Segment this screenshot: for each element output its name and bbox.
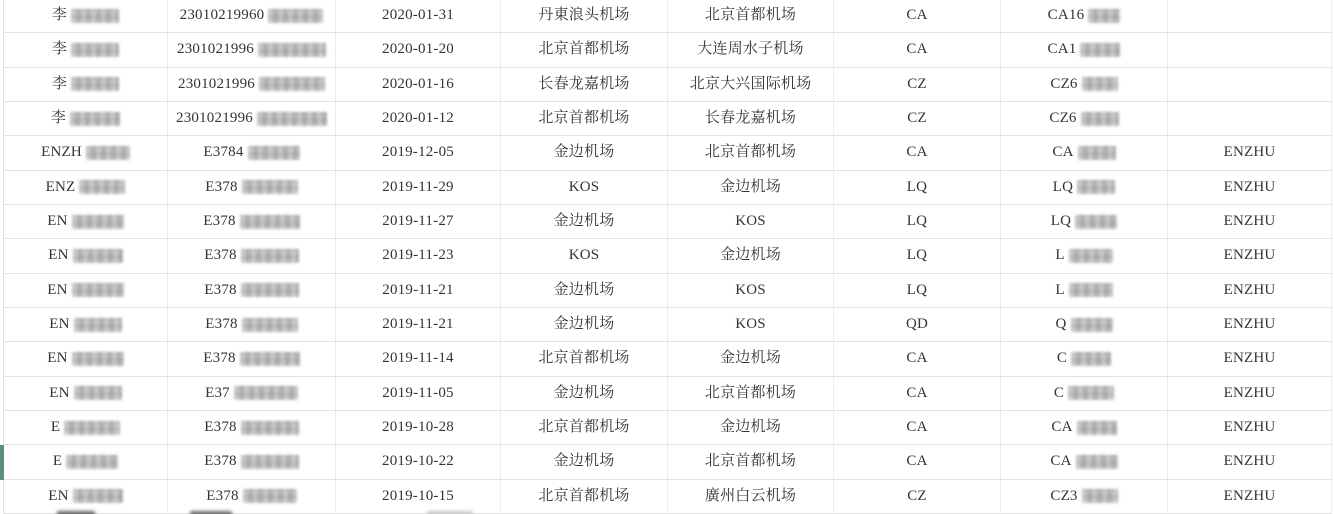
cell-departure-airport[interactable] bbox=[501, 308, 668, 342]
departure-airport-text: 北京首都机场 bbox=[538, 487, 630, 504]
cell-airline-code[interactable] bbox=[834, 205, 1001, 239]
airline-code-text: CA bbox=[906, 7, 928, 24]
arrival-airport-text: 北京首都机场 bbox=[704, 384, 797, 401]
airline-code-text: LQ bbox=[906, 178, 928, 195]
cell-passenger-name-en[interactable] bbox=[1168, 0, 1332, 33]
cell-airline-code[interactable] bbox=[834, 68, 1001, 102]
passenger-name-text: 李 bbox=[51, 41, 68, 58]
selected-row-indicator bbox=[0, 445, 4, 479]
departure-airport-text: KOS bbox=[568, 178, 600, 195]
flight-number-text: Q bbox=[1055, 316, 1067, 333]
redacted-blur bbox=[1082, 489, 1118, 503]
cell-departure-airport[interactable] bbox=[501, 171, 668, 205]
cell-airline-code[interactable] bbox=[834, 445, 1001, 479]
passenger-name-en-text: ENZHU bbox=[1223, 213, 1276, 230]
flight-date-text: 2019-11-05 bbox=[382, 384, 454, 401]
cell-departure-airport[interactable] bbox=[501, 377, 668, 411]
cell-passenger-name-en[interactable] bbox=[1168, 205, 1332, 239]
redacted-blur bbox=[74, 318, 122, 332]
passenger-name-en-text: ENZHU bbox=[1223, 316, 1276, 333]
cell-flight-date[interactable] bbox=[336, 377, 501, 411]
redacted-blur bbox=[1077, 421, 1117, 435]
document-number-text: E378 bbox=[204, 419, 237, 436]
cell-departure-airport[interactable] bbox=[501, 102, 668, 136]
passenger-name-text: 李 bbox=[51, 7, 68, 24]
cell-departure-airport[interactable] bbox=[501, 0, 668, 33]
redacted-blur bbox=[70, 112, 120, 126]
flight-date-text: 2020-01-16 bbox=[382, 75, 454, 92]
cell-document-number[interactable] bbox=[168, 411, 336, 445]
departure-airport-text: 北京首都机场 bbox=[538, 350, 630, 367]
passenger-name-en-text: ENZHU bbox=[1223, 178, 1276, 195]
cell-passenger-name[interactable] bbox=[4, 68, 168, 102]
cell-airline-code[interactable] bbox=[834, 0, 1001, 33]
cell-passenger-name-en[interactable] bbox=[1168, 377, 1332, 411]
departure-airport-text: KOS bbox=[568, 247, 600, 264]
cell-departure-airport[interactable] bbox=[501, 445, 668, 479]
redacted-blur bbox=[1081, 112, 1119, 126]
airline-code-text: LQ bbox=[906, 213, 928, 230]
cell-document-number[interactable] bbox=[168, 445, 336, 479]
redacted-blur bbox=[1082, 77, 1118, 91]
cell-passenger-name-en[interactable] bbox=[1168, 480, 1332, 514]
cell-flight-date[interactable] bbox=[336, 33, 501, 67]
passenger-name-en-text: ENZHU bbox=[1223, 453, 1276, 470]
passenger-name-text: 李 bbox=[50, 110, 67, 127]
departure-airport-text: 长春龙嘉机场 bbox=[538, 75, 630, 92]
cell-document-number[interactable] bbox=[168, 308, 336, 342]
flight-number-text: CZ3 bbox=[1050, 487, 1078, 504]
passenger-name-text: EN bbox=[47, 213, 68, 230]
redacted-blur bbox=[1069, 283, 1113, 297]
cell-passenger-name[interactable] bbox=[4, 445, 168, 479]
flight-date-text: 2020-01-31 bbox=[382, 7, 454, 24]
redacted-blur bbox=[72, 215, 124, 229]
passenger-name-en-text: ENZHU bbox=[1223, 419, 1276, 436]
cell-document-number[interactable] bbox=[168, 171, 336, 205]
document-number-text: E378 bbox=[205, 316, 238, 333]
departure-airport-text: 金边机场 bbox=[553, 281, 615, 298]
redacted-blur bbox=[1088, 9, 1120, 23]
arrival-airport-text: 金边机场 bbox=[720, 419, 781, 436]
redacted-blur bbox=[240, 352, 300, 366]
redacted-blur bbox=[71, 77, 119, 91]
redacted-blur bbox=[73, 489, 123, 503]
cell-passenger-name-en[interactable] bbox=[1168, 136, 1332, 170]
cell-document-number[interactable] bbox=[168, 0, 336, 33]
airline-code-text: CA bbox=[906, 384, 928, 401]
redacted-blur bbox=[1068, 386, 1114, 400]
flight-date-text: 2019-10-15 bbox=[382, 487, 454, 504]
arrival-airport-text: KOS bbox=[735, 316, 766, 333]
cell-flight-date[interactable] bbox=[336, 342, 501, 376]
cell-flight-date[interactable] bbox=[336, 239, 501, 273]
flight-date-text: 2019-11-23 bbox=[382, 247, 454, 264]
passenger-name-en-text: ENZHU bbox=[1223, 281, 1276, 298]
cell-flight-number[interactable] bbox=[1001, 445, 1168, 479]
airline-code-text: LQ bbox=[906, 247, 928, 264]
cell-departure-airport[interactable] bbox=[501, 205, 668, 239]
cell-flight-number[interactable] bbox=[1001, 0, 1168, 33]
cell-flight-number[interactable] bbox=[1001, 377, 1168, 411]
cell-passenger-name-en[interactable] bbox=[1168, 68, 1332, 102]
flight-number-text: L bbox=[1055, 247, 1065, 264]
cell-flight-number[interactable] bbox=[1001, 171, 1168, 205]
cell-passenger-name[interactable] bbox=[4, 274, 168, 308]
document-number-text: E378 bbox=[204, 247, 237, 264]
cell-airline-code[interactable] bbox=[834, 342, 1001, 376]
cell-document-number[interactable] bbox=[168, 102, 336, 136]
redacted-blur bbox=[248, 146, 300, 160]
cell-passenger-name[interactable] bbox=[4, 480, 168, 514]
flight-date-text: 2019-11-29 bbox=[382, 178, 454, 195]
cell-arrival-airport[interactable] bbox=[668, 205, 834, 239]
airline-code-text: CZ bbox=[907, 75, 927, 92]
cell-document-number[interactable] bbox=[168, 480, 336, 514]
redacted-blur bbox=[257, 112, 327, 126]
passenger-name-text: EN bbox=[47, 281, 68, 298]
cell-flight-date[interactable] bbox=[336, 445, 501, 479]
cell-passenger-name-en[interactable] bbox=[1168, 171, 1332, 205]
cell-passenger-name-en[interactable] bbox=[1168, 33, 1332, 67]
airline-code-text: CA bbox=[906, 144, 928, 161]
cell-passenger-name-en[interactable] bbox=[1168, 239, 1332, 273]
document-number-text: 2301021996 bbox=[176, 110, 253, 127]
redacted-blur bbox=[241, 455, 299, 469]
cell-arrival-airport[interactable] bbox=[668, 274, 834, 308]
cell-arrival-airport[interactable] bbox=[668, 68, 834, 102]
redacted-blur bbox=[241, 283, 299, 297]
redacted-blur bbox=[1075, 215, 1117, 229]
document-number-text: E378 bbox=[205, 178, 238, 195]
flight-date-text: 2019-11-21 bbox=[382, 281, 454, 298]
arrival-airport-text: 北京大兴国际机场 bbox=[689, 75, 812, 92]
cell-document-number[interactable] bbox=[168, 239, 336, 273]
cell-flight-number[interactable] bbox=[1001, 308, 1168, 342]
passenger-name-text: ENZ bbox=[45, 178, 76, 195]
cell-flight-number[interactable] bbox=[1001, 411, 1168, 445]
cell-airline-code[interactable] bbox=[834, 308, 1001, 342]
redacted-blur bbox=[79, 180, 125, 194]
airline-code-text: CA bbox=[906, 350, 928, 367]
flight-number-text: CA bbox=[1052, 144, 1074, 161]
cell-passenger-name-en[interactable] bbox=[1168, 308, 1332, 342]
passenger-name-text: EN bbox=[48, 487, 69, 504]
cell-document-number[interactable] bbox=[168, 136, 336, 170]
arrival-airport-text: 北京首都机场 bbox=[704, 144, 797, 161]
airline-code-text: QD bbox=[905, 316, 929, 333]
cell-passenger-name-en[interactable] bbox=[1168, 102, 1332, 136]
cell-airline-code[interactable] bbox=[834, 102, 1001, 136]
cell-departure-airport[interactable] bbox=[501, 480, 668, 514]
table-body bbox=[3, 0, 1332, 514]
redacted-blur bbox=[242, 318, 298, 332]
document-number-text: E378 bbox=[204, 281, 237, 298]
cell-flight-date[interactable] bbox=[336, 411, 501, 445]
redacted-blur bbox=[72, 283, 124, 297]
cell-airline-code[interactable] bbox=[834, 136, 1001, 170]
redacted-blur bbox=[74, 386, 122, 400]
document-number-text: E378 bbox=[203, 350, 236, 367]
redacted-blur bbox=[64, 421, 120, 435]
cell-flight-number[interactable] bbox=[1001, 342, 1168, 376]
flight-number-text: CZ6 bbox=[1049, 110, 1077, 127]
cell-passenger-name-en[interactable] bbox=[1168, 342, 1332, 376]
departure-airport-text: 金边机场 bbox=[553, 453, 615, 470]
flight-date-text: 2019-10-28 bbox=[382, 419, 454, 436]
cell-departure-airport[interactable] bbox=[501, 68, 668, 102]
cell-document-number[interactable] bbox=[168, 205, 336, 239]
cell-arrival-airport[interactable] bbox=[668, 33, 834, 67]
cell-arrival-airport[interactable] bbox=[668, 411, 834, 445]
flight-number-text: CA1 bbox=[1047, 41, 1077, 58]
cell-passenger-name[interactable] bbox=[4, 411, 168, 445]
arrival-airport-text: KOS bbox=[735, 281, 766, 298]
flight-date-text: 2019-12-05 bbox=[382, 144, 454, 161]
document-number-text: 23010219960 bbox=[179, 7, 265, 24]
cell-arrival-airport[interactable] bbox=[668, 171, 834, 205]
departure-airport-text: 金边机场 bbox=[553, 316, 615, 333]
passenger-name-text: EN bbox=[49, 384, 70, 401]
cell-passenger-name-en[interactable] bbox=[1168, 274, 1332, 308]
departure-airport-text: 丹東浪头机场 bbox=[538, 7, 630, 24]
departure-airport-text: 金边机场 bbox=[553, 384, 615, 401]
arrival-airport-text: 北京首都机场 bbox=[704, 7, 797, 24]
cell-flight-date[interactable] bbox=[336, 480, 501, 514]
document-number-text: 2301021996 bbox=[178, 75, 255, 92]
passenger-name-en-text: ENZHU bbox=[1223, 350, 1276, 367]
arrival-airport-text: 金边机场 bbox=[720, 350, 781, 367]
redacted-blur bbox=[1076, 455, 1118, 469]
passenger-name-text: EN bbox=[48, 247, 69, 264]
cell-document-number[interactable] bbox=[168, 274, 336, 308]
redacted-blur bbox=[71, 9, 119, 23]
redacted-blur bbox=[242, 180, 298, 194]
cell-arrival-airport[interactable] bbox=[668, 0, 834, 33]
cell-airline-code[interactable] bbox=[834, 171, 1001, 205]
cell-flight-date[interactable] bbox=[336, 102, 501, 136]
cell-passenger-name[interactable] bbox=[4, 171, 168, 205]
redacted-blur bbox=[234, 386, 298, 400]
passenger-name-en-text: ENZHU bbox=[1223, 487, 1276, 504]
redacted-blur bbox=[72, 352, 124, 366]
flight-number-text: CZ6 bbox=[1050, 75, 1078, 92]
cell-departure-airport[interactable] bbox=[501, 342, 668, 376]
cell-flight-date[interactable] bbox=[336, 136, 501, 170]
arrival-airport-text: 大连周水子机场 bbox=[697, 41, 804, 58]
passenger-name-en-text: ENZHU bbox=[1223, 247, 1276, 264]
flight-number-text: LQ bbox=[1050, 213, 1072, 230]
cell-flight-number[interactable] bbox=[1001, 205, 1168, 239]
flight-number-text: LQ bbox=[1052, 178, 1074, 195]
airline-code-text: CA bbox=[906, 41, 928, 58]
redacted-blur bbox=[86, 146, 130, 160]
redacted-blur bbox=[241, 421, 299, 435]
cell-flight-number[interactable] bbox=[1001, 136, 1168, 170]
document-number-text: 2301021996 bbox=[177, 41, 254, 58]
flight-date-text: 2019-11-21 bbox=[382, 316, 454, 333]
redacted-blur bbox=[259, 77, 325, 91]
arrival-airport-text: 长春龙嘉机场 bbox=[704, 110, 797, 127]
redacted-blur bbox=[268, 9, 323, 23]
passenger-name-text: E bbox=[52, 453, 63, 470]
redacted-blur bbox=[240, 215, 300, 229]
cell-arrival-airport[interactable] bbox=[668, 239, 834, 273]
cell-passenger-name[interactable] bbox=[4, 342, 168, 376]
cell-flight-date[interactable] bbox=[336, 0, 501, 33]
cell-document-number[interactable] bbox=[168, 33, 336, 67]
redacted-blur bbox=[1069, 249, 1113, 263]
cell-flight-number[interactable] bbox=[1001, 33, 1168, 67]
cell-airline-code[interactable] bbox=[834, 411, 1001, 445]
redacted-blur bbox=[66, 455, 118, 469]
departure-airport-text: 金边机场 bbox=[553, 213, 615, 230]
flight-number-text: C bbox=[1053, 384, 1065, 401]
cell-departure-airport[interactable] bbox=[501, 274, 668, 308]
redacted-blur bbox=[243, 489, 297, 503]
cell-arrival-airport[interactable] bbox=[668, 445, 834, 479]
flight-number-text: CA bbox=[1050, 453, 1072, 470]
cell-flight-number[interactable] bbox=[1001, 274, 1168, 308]
document-number-text: E3784 bbox=[203, 144, 244, 161]
cell-flight-number[interactable] bbox=[1001, 68, 1168, 102]
cell-passenger-name[interactable] bbox=[4, 308, 168, 342]
cell-passenger-name[interactable] bbox=[4, 33, 168, 67]
flight-date-text: 2020-01-20 bbox=[382, 41, 454, 58]
departure-airport-text: 金边机场 bbox=[553, 144, 615, 161]
cell-airline-code[interactable] bbox=[834, 33, 1001, 67]
cell-passenger-name-en[interactable] bbox=[1168, 445, 1332, 479]
cell-document-number[interactable] bbox=[168, 377, 336, 411]
cell-flight-number[interactable] bbox=[1001, 102, 1168, 136]
cell-passenger-name[interactable] bbox=[4, 205, 168, 239]
passenger-name-text: 李 bbox=[51, 75, 68, 92]
flight-number-text: C bbox=[1056, 350, 1068, 367]
document-number-text: E378 bbox=[206, 487, 239, 504]
cell-flight-date[interactable] bbox=[336, 68, 501, 102]
document-number-text: E378 bbox=[204, 453, 237, 470]
departure-airport-text: 北京首都机场 bbox=[538, 419, 630, 436]
redacted-blur bbox=[241, 249, 299, 263]
passenger-name-text: EN bbox=[47, 350, 68, 367]
cell-flight-number[interactable] bbox=[1001, 239, 1168, 273]
flight-date-text: 2019-11-27 bbox=[382, 213, 454, 230]
cell-arrival-airport[interactable] bbox=[668, 480, 834, 514]
passenger-name-en-text: ENZHU bbox=[1223, 144, 1276, 161]
passenger-name-text: E bbox=[50, 419, 61, 436]
document-number-text: E37 bbox=[205, 384, 230, 401]
document-number-text: E378 bbox=[203, 213, 236, 230]
departure-airport-text: 北京首都机场 bbox=[538, 41, 630, 58]
departure-airport-text: 北京首都机场 bbox=[538, 110, 630, 127]
flight-date-text: 2019-10-22 bbox=[382, 453, 454, 470]
cell-airline-code[interactable] bbox=[834, 274, 1001, 308]
airline-code-text: LQ bbox=[906, 281, 928, 298]
redacted-blur bbox=[73, 249, 123, 263]
cell-departure-airport[interactable] bbox=[501, 136, 668, 170]
cell-passenger-name[interactable] bbox=[4, 136, 168, 170]
flight-date-text: 2019-11-14 bbox=[382, 350, 454, 367]
cell-arrival-airport[interactable] bbox=[668, 102, 834, 136]
airline-code-text: CA bbox=[906, 453, 928, 470]
cell-passenger-name[interactable] bbox=[4, 239, 168, 273]
passenger-name-en-text: ENZHU bbox=[1223, 384, 1276, 401]
arrival-airport-text: 金边机场 bbox=[720, 178, 781, 195]
airline-code-text: CA bbox=[906, 419, 928, 436]
cell-arrival-airport[interactable] bbox=[668, 342, 834, 376]
redacted-blur bbox=[1080, 43, 1120, 57]
cell-document-number[interactable] bbox=[168, 68, 336, 102]
cell-departure-airport[interactable] bbox=[501, 239, 668, 273]
flight-date-text: 2020-01-12 bbox=[382, 110, 454, 127]
cell-flight-date[interactable] bbox=[336, 308, 501, 342]
cell-passenger-name[interactable] bbox=[4, 0, 168, 33]
flight-number-text: CA16 bbox=[1047, 7, 1085, 24]
flight-number-text: L bbox=[1055, 281, 1065, 298]
cell-flight-date[interactable] bbox=[336, 171, 501, 205]
arrival-airport-text: 北京首都机场 bbox=[704, 453, 797, 470]
flight-number-text: CA bbox=[1051, 419, 1073, 436]
cell-arrival-airport[interactable] bbox=[668, 308, 834, 342]
redacted-blur bbox=[1071, 352, 1111, 366]
cell-passenger-name[interactable] bbox=[4, 102, 168, 136]
arrival-airport-text: 廣州白云机场 bbox=[704, 487, 797, 504]
cell-flight-date[interactable] bbox=[336, 274, 501, 308]
redacted-blur bbox=[71, 43, 119, 57]
cell-flight-date[interactable] bbox=[336, 205, 501, 239]
arrival-airport-text: 金边机场 bbox=[720, 247, 781, 264]
redacted-blur bbox=[1077, 180, 1115, 194]
cell-passenger-name[interactable] bbox=[4, 377, 168, 411]
cell-departure-airport[interactable] bbox=[501, 33, 668, 67]
airline-code-text: CZ bbox=[907, 110, 927, 127]
redacted-blur bbox=[258, 43, 326, 57]
redacted-blur bbox=[1078, 146, 1116, 160]
redacted-blur bbox=[1071, 318, 1113, 332]
airline-code-text: CZ bbox=[907, 487, 927, 504]
arrival-airport-text: KOS bbox=[735, 213, 766, 230]
cell-airline-code[interactable] bbox=[834, 377, 1001, 411]
cell-airline-code[interactable] bbox=[834, 480, 1001, 514]
cell-passenger-name-en[interactable] bbox=[1168, 411, 1332, 445]
cell-document-number[interactable] bbox=[168, 342, 336, 376]
cell-airline-code[interactable] bbox=[834, 239, 1001, 273]
passenger-name-text: ENZH bbox=[41, 144, 82, 161]
cell-flight-number[interactable] bbox=[1001, 480, 1168, 514]
passenger-name-text: EN bbox=[49, 316, 70, 333]
cell-departure-airport[interactable] bbox=[501, 411, 668, 445]
cell-arrival-airport[interactable] bbox=[668, 377, 834, 411]
cell-arrival-airport[interactable] bbox=[668, 136, 834, 170]
